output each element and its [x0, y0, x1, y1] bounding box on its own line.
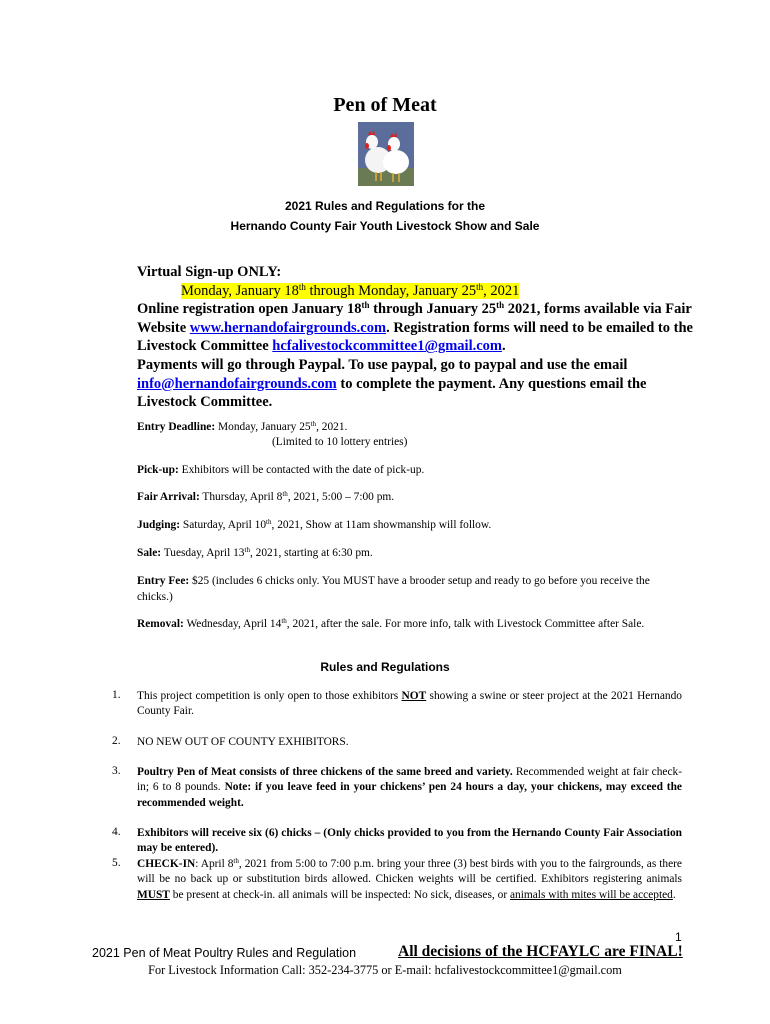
committee-email-link[interactable]: hcfalivestockcommittee1@gmail.com — [272, 338, 503, 355]
entry-fee-line: Entry Fee: $25 (includes 6 chicks only. You MUST have a brooder setup and ready to go before you receive the chicks.) — [137, 575, 650, 603]
rule-1: This project competition is only open to those exhibitors NOT showing a swine or steer project at the 2021 Hernando County Fair. — [137, 690, 682, 718]
footer-left: 2021 Pen of Meat Poultry Rules and Regulation — [92, 946, 357, 960]
rule-number: 3. — [112, 765, 121, 777]
page-title: Pen of Meat — [333, 94, 437, 116]
rule-4: Exhibitors will receive six (6) chicks – (Only chicks provided to you from the Hernando County Fair Association may be entered). — [137, 827, 682, 855]
registration-text: Online registration open January 18th through January 25th 2021, forms available via Fair Website www.hernandofairgrounds.com. Registration forms will need to be emailed to the Livestock Committee hcfalivestockcommittee1@gmail.com. — [137, 300, 693, 355]
rule-3: Poultry Pen of Meat consists of three chickens of the same breed and variety. Recommended weight at fair check-in; 6 to 8 pounds. Note: if you leave feed in your chickens’ pen 24 hours a day, your chickens, may exceed the recommended weight. — [137, 766, 682, 809]
subtitle-line2: Hernando County Fair Youth Livestock Show and Sale — [230, 219, 540, 233]
fair-arrival-line: Fair Arrival: Thursday, April 8th, 2021, 5:00 – 7:00 pm. — [137, 490, 395, 503]
sale-line: Sale: Tuesday, April 13th, 2021, starting at 6:30 pm. — [137, 546, 373, 559]
website-link[interactable]: www.hernandofairgrounds.com — [189, 319, 387, 336]
judging-line: Judging: Saturday, April 10th, 2021, Show at 11am showmanship will follow. — [137, 518, 492, 531]
subtitle-line1: 2021 Rules and Regulations for the — [284, 199, 486, 213]
info-email-link[interactable]: info@hernandofairgrounds.com — [137, 375, 337, 392]
removal-line: Removal: Wednesday, April 14th, 2021, after the sale. For more info, talk with Livestock Committee after Sale. — [137, 617, 645, 630]
footer-right: All decisions of the HCFAYLC are FINAL! — [398, 943, 683, 960]
chickens-photo — [358, 122, 414, 186]
rule-2: NO NEW OUT OF COUNTY EXHIBITORS. — [137, 736, 349, 748]
entry-deadline: Entry Deadline: Monday, January 25th, 2021. — [137, 420, 348, 433]
rules-heading: Rules and Regulations — [320, 660, 450, 674]
lottery-note: (Limited to 10 lottery entries) — [272, 436, 408, 448]
page-number: 1 — [675, 930, 682, 944]
payment-text: Payments will go through Paypal. To use paypal, go to paypal and use the email info@hernandofairgrounds.com to complete the payment. Any questions email the Livestock Committee. — [137, 356, 647, 411]
rule-5: CHECK-IN: April 8th, 2021 from 5:00 to 7:00 p.m. bring your three (3) best birds with you to the fairgrounds, as there will be no back up or substitution birds allowed. Chicken weights will be certified. Exhibitors registering animals MUST be present at check-in. all animals will be inspected: No sick, diseases, or animals with mites will be accepted. — [137, 857, 682, 901]
signup-section — [137, 263, 697, 412]
pickup-line: Pick-up: Exhibitors will be contacted with the date of pick-up. — [137, 464, 425, 476]
rule-number: 5. — [112, 857, 121, 869]
rule-number: 4. — [112, 826, 121, 838]
signup-heading: Virtual Sign-up ONLY: — [137, 264, 282, 280]
signup-dates: Monday, January 18th through Monday, January 25th, 2021 — [181, 281, 520, 299]
rule-number: 1. — [112, 689, 121, 701]
rule-number: 2. — [112, 735, 121, 747]
footer-contact: For Livestock Information Call: 352-234-3775 or E-mail: hcfalivestockcommittee1@gmail.com — [148, 963, 622, 977]
